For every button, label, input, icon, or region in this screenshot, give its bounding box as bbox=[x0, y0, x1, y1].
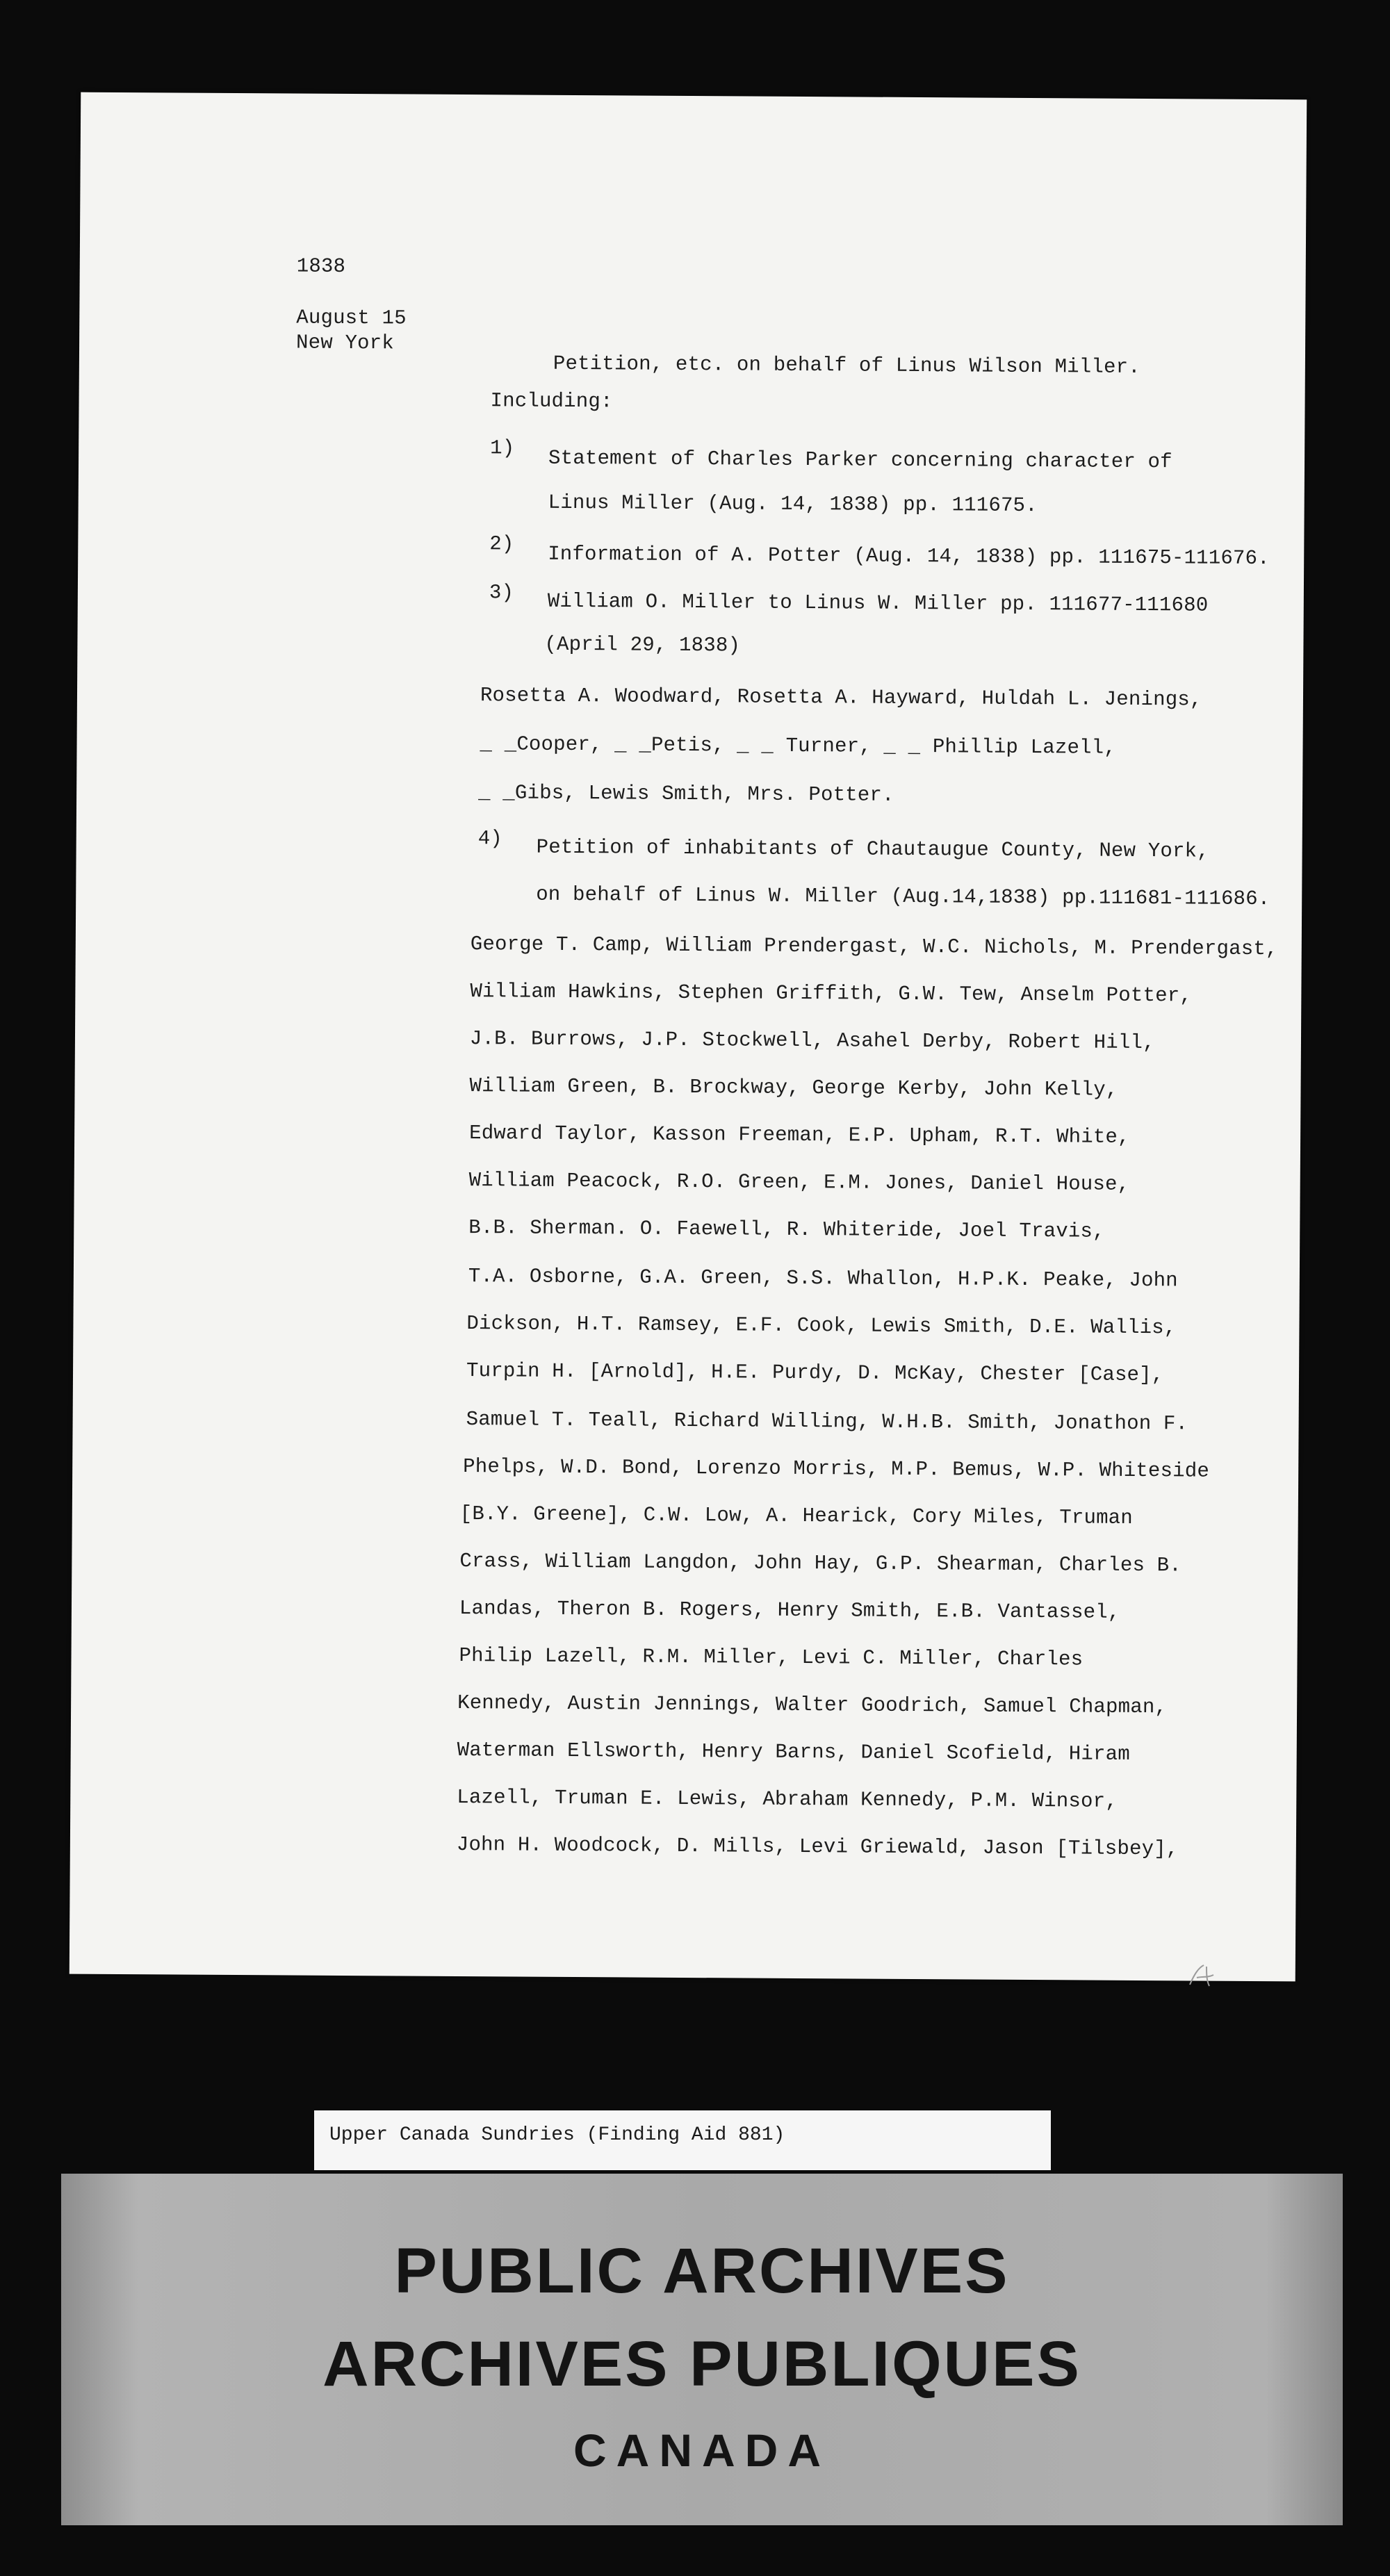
stamp-line-canada: CANADA bbox=[573, 2425, 831, 2476]
finding-aid-label bbox=[314, 2110, 1051, 2170]
signers-b-line: Waterman Ellsworth, Henry Barns, Daniel Scofield, Hiram bbox=[457, 1738, 1130, 1766]
signers-b-line: Kennedy, Austin Jennings, Walter Goodrich, Samuel Chapman, bbox=[457, 1691, 1168, 1719]
document-page bbox=[70, 92, 1307, 1982]
doc-date: August 15 bbox=[296, 306, 407, 330]
signers-b-line: William Peacock, R.O. Green, E.M. Jones, Daniel House, bbox=[468, 1169, 1130, 1196]
signers-a-line: _ _Gibs, Lewis Smith, Mrs. Potter. bbox=[478, 781, 894, 807]
signers-a-line: Rosetta A. Woodward, Rosetta A. Hayward, Huldah L. Jenings, bbox=[480, 684, 1202, 712]
item-3-line1: William O. Miller to Linus W. Miller pp. 111677-111680 bbox=[547, 589, 1209, 617]
item-3-line2: (April 29, 1838) bbox=[544, 632, 741, 657]
stamp-line-public-archives: PUBLIC ARCHIVES bbox=[394, 2235, 1010, 2306]
signers-b-line: Philip Lazell, R.M. Miller, Levi C. Miller, Charles bbox=[459, 1644, 1084, 1671]
signers-b-line: Crass, William Langdon, John Hay, G.P. Shearman, Charles B. bbox=[459, 1550, 1182, 1577]
signers-a-line: _ _Cooper, _ _Petis, _ _ Turner, _ _ Phillip Lazell, bbox=[480, 732, 1117, 760]
doc-title: Petition, etc. on behalf of Linus Wilson Miller. bbox=[553, 352, 1140, 379]
signers-b-line: T.A. Osborne, G.A. Green, S.S. Whallon, H.P.K. Peake, John bbox=[468, 1265, 1178, 1293]
signers-b-line: Turpin H. [Arnold], H.E. Purdy, D. McKay, Chester [Case], bbox=[466, 1359, 1164, 1387]
signers-b-line: [B.Y. Greene], C.W. Low, A. Hearick, Cory Miles, Truman bbox=[459, 1502, 1134, 1529]
signers-b-line: Samuel T. Teall, Richard Willing, W.H.B. Smith, Jonathon F. bbox=[466, 1408, 1188, 1436]
item-4-number: 4) bbox=[477, 827, 503, 851]
item-1-line2: Linus Miller (Aug. 14, 1838) pp. 111675. bbox=[548, 491, 1038, 518]
pencil-mark-icon bbox=[1186, 1961, 1220, 1989]
item-4-line1: Petition of inhabitants of Chautaugue County, New York, bbox=[536, 835, 1209, 863]
signers-b-line: B.B. Sherman. O. Faewell, R. Whiteride, Joel Travis, bbox=[468, 1216, 1105, 1243]
signers-b-line: William Green, B. Brockway, George Kerby, John Kelly, bbox=[469, 1074, 1118, 1101]
doc-including: Including: bbox=[490, 389, 613, 413]
signers-b-line: George T. Camp, William Prendergast, W.C. Nichols, M. Prendergast, bbox=[470, 933, 1278, 961]
signers-b-line: William Hawkins, Stephen Griffith, G.W. Tew, Anselm Potter, bbox=[470, 980, 1193, 1008]
signers-b-line: Landas, Theron B. Rogers, Henry Smith, E.B. Vantassel, bbox=[459, 1597, 1120, 1624]
signers-b-line: Phelps, W.D. Bond, Lorenzo Morris, M.P. Bemus, W.P. Whiteside bbox=[463, 1455, 1210, 1483]
signers-b-line: Lazell, Truman E. Lewis, Abraham Kennedy, P.M. Winsor, bbox=[457, 1785, 1118, 1813]
signers-b-line: J.B. Burrows, J.P. Stockwell, Asahel Derby, Robert Hill, bbox=[469, 1027, 1155, 1055]
archives-stamp bbox=[61, 2174, 1343, 2525]
item-1-line1: Statement of Charles Parker concerning character of bbox=[548, 446, 1172, 474]
finding-aid-text: Upper Canada Sundries (Finding Aid 881) bbox=[329, 2124, 785, 2146]
item-2-number: 2) bbox=[489, 532, 514, 556]
stamp-line-archives-publiques: ARCHIVES PUBLIQUES bbox=[322, 2329, 1081, 2399]
item-4-line2: on behalf of Linus W. Miller (Aug.14,1838) pp.111681-111686. bbox=[536, 883, 1270, 911]
doc-year: 1838 bbox=[296, 254, 346, 278]
doc-place: New York bbox=[295, 331, 395, 355]
signers-b-line: John H. Woodcock, D. Mills, Levi Griewald, Jason [Tilsbey], bbox=[456, 1832, 1179, 1861]
signers-b-line: Edward Taylor, Kasson Freeman, E.P. Upham, R.T. White, bbox=[469, 1122, 1130, 1149]
item-2-line1: Information of A. Potter (Aug. 14, 1838) pp. 111675-111676. bbox=[548, 542, 1270, 571]
item-1-number: 1) bbox=[490, 436, 515, 460]
item-3-number: 3) bbox=[489, 581, 514, 605]
signers-b-line: Dickson, H.T. Ramsey, E.F. Cook, Lewis Smith, D.E. Wallis, bbox=[466, 1312, 1177, 1340]
